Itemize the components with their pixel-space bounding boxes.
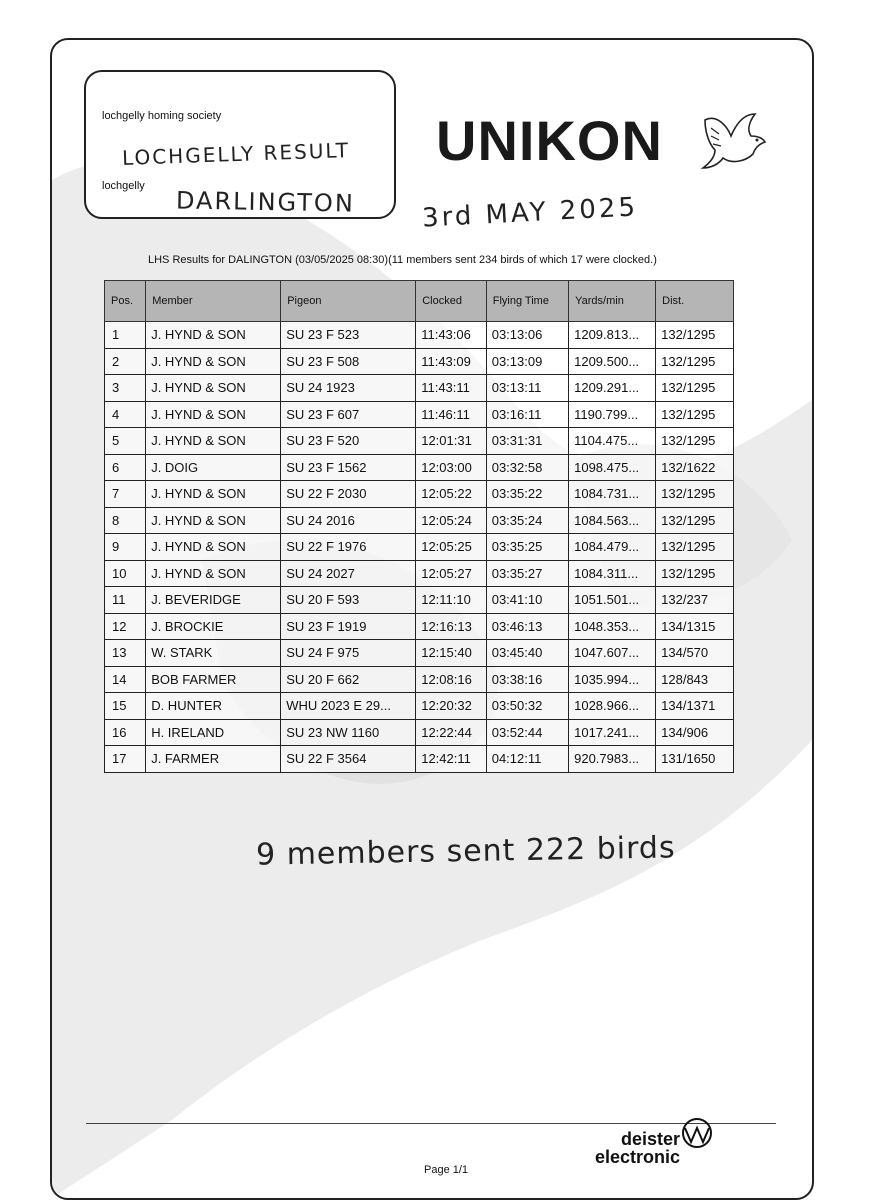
deister-brand-line1: deister — [621, 1129, 681, 1149]
cell-clocked: 12:08:16 — [416, 666, 487, 693]
table-row — [105, 746, 734, 773]
cell-pigeon: SU 22 F 3564 — [281, 746, 416, 773]
cell-flying-time: 03:13:09 — [486, 348, 568, 375]
cell-member: J. HYND & SON — [146, 481, 281, 508]
cell-pigeon: SU 23 F 520 — [281, 428, 416, 455]
column-header-flying-time: Flying Time — [486, 281, 568, 322]
page-number: Page 1/1 — [424, 1164, 469, 1176]
cell-yards-min: 1084.311... — [569, 560, 656, 587]
cell-flying-time: 03:35:27 — [486, 560, 568, 587]
cell-flying-time: 03:35:25 — [486, 534, 568, 561]
cell-flying-time: 03:41:10 — [486, 587, 568, 614]
cell-member: J. DOIG — [146, 454, 281, 481]
cell-dist: 132/1295 — [656, 375, 734, 402]
table-row — [105, 348, 734, 375]
cell-dist: 132/1295 — [656, 322, 734, 349]
table-row — [105, 401, 734, 428]
table-row — [105, 322, 734, 349]
table-row — [105, 666, 734, 693]
cell-pos: 7 — [105, 481, 146, 508]
cell-dist: 132/237 — [656, 587, 734, 614]
cell-pos: 1 — [105, 322, 146, 349]
cell-clocked: 12:05:25 — [416, 534, 487, 561]
column-header-dist: Dist. — [656, 281, 734, 322]
table-row — [105, 534, 734, 561]
cell-dist: 128/843 — [656, 666, 734, 693]
cell-clocked: 12:01:31 — [416, 428, 487, 455]
cell-dist: 134/1315 — [656, 613, 734, 640]
cell-pos: 4 — [105, 401, 146, 428]
cell-yards-min: 1028.966... — [569, 693, 656, 720]
cell-pos: 6 — [105, 454, 146, 481]
cell-clocked: 11:46:11 — [416, 401, 487, 428]
cell-yards-min: 1084.731... — [569, 481, 656, 508]
cell-member: J. BEVERIDGE — [146, 587, 281, 614]
table-row — [105, 719, 734, 746]
cell-pigeon: WHU 2023 E 29... — [281, 693, 416, 720]
handwritten-note: 9 members sent 222 birds — [255, 830, 676, 873]
cell-pos: 10 — [105, 560, 146, 587]
deister-emblem-icon — [679, 1116, 715, 1150]
cell-member: J. BROCKIE — [146, 613, 281, 640]
column-header-yards-min: Yards/min — [569, 281, 656, 322]
header-box — [84, 70, 396, 219]
cell-clocked: 12:20:32 — [416, 693, 487, 720]
cell-yards-min: 1017.241... — [569, 719, 656, 746]
table-row — [105, 375, 734, 402]
cell-member: J. HYND & SON — [146, 507, 281, 534]
table-row — [105, 693, 734, 720]
cell-yards-min: 1209.813... — [569, 322, 656, 349]
cell-pos: 15 — [105, 693, 146, 720]
cell-yards-min: 1104.475... — [569, 428, 656, 455]
cell-pos: 17 — [105, 746, 146, 773]
cell-pigeon: SU 23 F 508 — [281, 348, 416, 375]
cell-yards-min: 1084.479... — [569, 534, 656, 561]
handwritten-race: DARLINGTON — [175, 186, 356, 218]
table-row — [105, 428, 734, 455]
deister-brand-line2: electronic — [595, 1147, 681, 1167]
cell-flying-time: 03:46:13 — [486, 613, 568, 640]
cell-yards-min: 1098.475... — [569, 454, 656, 481]
cell-pigeon: SU 20 F 662 — [281, 666, 416, 693]
cell-yards-min: 1051.501... — [569, 587, 656, 614]
cell-member: J. HYND & SON — [146, 322, 281, 349]
cell-member: H. IRELAND — [146, 719, 281, 746]
cell-flying-time: 04:12:11 — [486, 746, 568, 773]
cell-dist: 132/1295 — [656, 348, 734, 375]
cell-pigeon: SU 23 F 1919 — [281, 613, 416, 640]
cell-yards-min: 1209.291... — [569, 375, 656, 402]
cell-pos: 8 — [105, 507, 146, 534]
cell-flying-time: 03:45:40 — [486, 640, 568, 667]
cell-flying-time: 03:35:22 — [486, 481, 568, 508]
table-row — [105, 640, 734, 667]
table-row — [105, 613, 734, 640]
column-header-pos: Pos. — [105, 281, 146, 322]
dove-icon — [697, 102, 767, 172]
result-sheet — [50, 38, 814, 1200]
cell-pigeon: SU 24 F 975 — [281, 640, 416, 667]
handwritten-title: LOCHGELLY RESULT — [121, 138, 351, 170]
cell-dist: 132/1295 — [656, 401, 734, 428]
cell-pos: 2 — [105, 348, 146, 375]
cell-member: D. HUNTER — [146, 693, 281, 720]
column-header-pigeon: Pigeon — [281, 281, 416, 322]
cell-clocked: 11:43:06 — [416, 322, 487, 349]
cell-flying-time: 03:13:06 — [486, 322, 568, 349]
table-row — [105, 587, 734, 614]
cell-dist: 132/1295 — [656, 481, 734, 508]
cell-clocked: 11:43:11 — [416, 375, 487, 402]
cell-yards-min: 1084.563... — [569, 507, 656, 534]
cell-clocked: 12:05:22 — [416, 481, 487, 508]
cell-member: J. HYND & SON — [146, 560, 281, 587]
cell-pos: 11 — [105, 587, 146, 614]
cell-pigeon: SU 22 F 1976 — [281, 534, 416, 561]
cell-clocked: 12:16:13 — [416, 613, 487, 640]
cell-pigeon: SU 24 2027 — [281, 560, 416, 587]
cell-dist: 132/1295 — [656, 560, 734, 587]
cell-pigeon: SU 24 2016 — [281, 507, 416, 534]
column-header-member: Member — [146, 281, 281, 322]
cell-flying-time: 03:16:11 — [486, 401, 568, 428]
cell-flying-time: 03:50:32 — [486, 693, 568, 720]
cell-pigeon: SU 23 NW 1160 — [281, 719, 416, 746]
cell-flying-time: 03:13:11 — [486, 375, 568, 402]
cell-clocked: 12:11:10 — [416, 587, 487, 614]
cell-yards-min: 1035.994... — [569, 666, 656, 693]
cell-member: J. HYND & SON — [146, 534, 281, 561]
results-summary: LHS Results for DALINGTON (03/05/2025 08:30)(11 members sent 234 birds of which 17 were clocked.) — [148, 254, 657, 266]
deister-logo-text — [595, 1130, 680, 1166]
cell-dist: 134/570 — [656, 640, 734, 667]
cell-dist: 131/1650 — [656, 746, 734, 773]
table-row — [105, 481, 734, 508]
cell-pos: 3 — [105, 375, 146, 402]
results-table — [104, 280, 734, 773]
cell-flying-time: 03:32:58 — [486, 454, 568, 481]
cell-flying-time: 03:35:24 — [486, 507, 568, 534]
cell-clocked: 11:43:09 — [416, 348, 487, 375]
cell-yards-min: 920.7983... — [569, 746, 656, 773]
table-row — [105, 454, 734, 481]
cell-clocked: 12:05:27 — [416, 560, 487, 587]
town-name: lochgelly — [102, 180, 145, 192]
cell-clocked: 12:03:00 — [416, 454, 487, 481]
cell-dist: 132/1295 — [656, 507, 734, 534]
cell-flying-time: 03:38:16 — [486, 666, 568, 693]
cell-pos: 9 — [105, 534, 146, 561]
cell-dist: 132/1295 — [656, 534, 734, 561]
unikon-logo: UNIKON — [436, 109, 663, 172]
cell-member: W. STARK — [146, 640, 281, 667]
cell-dist: 132/1295 — [656, 428, 734, 455]
cell-pigeon: SU 22 F 2030 — [281, 481, 416, 508]
footer-divider — [86, 1123, 776, 1124]
handwritten-date: 3rd MAY 2025 — [421, 192, 639, 234]
cell-flying-time: 03:31:31 — [486, 428, 568, 455]
cell-flying-time: 03:52:44 — [486, 719, 568, 746]
cell-member: J. HYND & SON — [146, 375, 281, 402]
cell-pigeon: SU 20 F 593 — [281, 587, 416, 614]
cell-pos: 5 — [105, 428, 146, 455]
column-header-clocked: Clocked — [416, 281, 487, 322]
cell-clocked: 12:42:11 — [416, 746, 487, 773]
cell-clocked: 12:05:24 — [416, 507, 487, 534]
cell-dist: 134/906 — [656, 719, 734, 746]
cell-clocked: 12:22:44 — [416, 719, 487, 746]
cell-dist: 132/1622 — [656, 454, 734, 481]
cell-yards-min: 1048.353... — [569, 613, 656, 640]
cell-member: J. HYND & SON — [146, 428, 281, 455]
cell-pos: 14 — [105, 666, 146, 693]
results-body — [105, 322, 734, 773]
cell-pos: 13 — [105, 640, 146, 667]
cell-clocked: 12:15:40 — [416, 640, 487, 667]
cell-pigeon: SU 23 F 1562 — [281, 454, 416, 481]
table-header-row — [105, 281, 734, 322]
cell-yards-min: 1047.607... — [569, 640, 656, 667]
cell-yards-min: 1209.500... — [569, 348, 656, 375]
cell-pigeon: SU 23 F 523 — [281, 322, 416, 349]
cell-member: BOB FARMER — [146, 666, 281, 693]
cell-pos: 12 — [105, 613, 146, 640]
cell-dist: 134/1371 — [656, 693, 734, 720]
cell-pos: 16 — [105, 719, 146, 746]
table-row — [105, 507, 734, 534]
cell-member: J. HYND & SON — [146, 348, 281, 375]
cell-pigeon: SU 24 1923 — [281, 375, 416, 402]
cell-member: J. HYND & SON — [146, 401, 281, 428]
cell-member: J. FARMER — [146, 746, 281, 773]
cell-yards-min: 1190.799... — [569, 401, 656, 428]
table-row — [105, 560, 734, 587]
cell-pigeon: SU 23 F 607 — [281, 401, 416, 428]
society-name: lochgelly homing society — [102, 110, 222, 122]
